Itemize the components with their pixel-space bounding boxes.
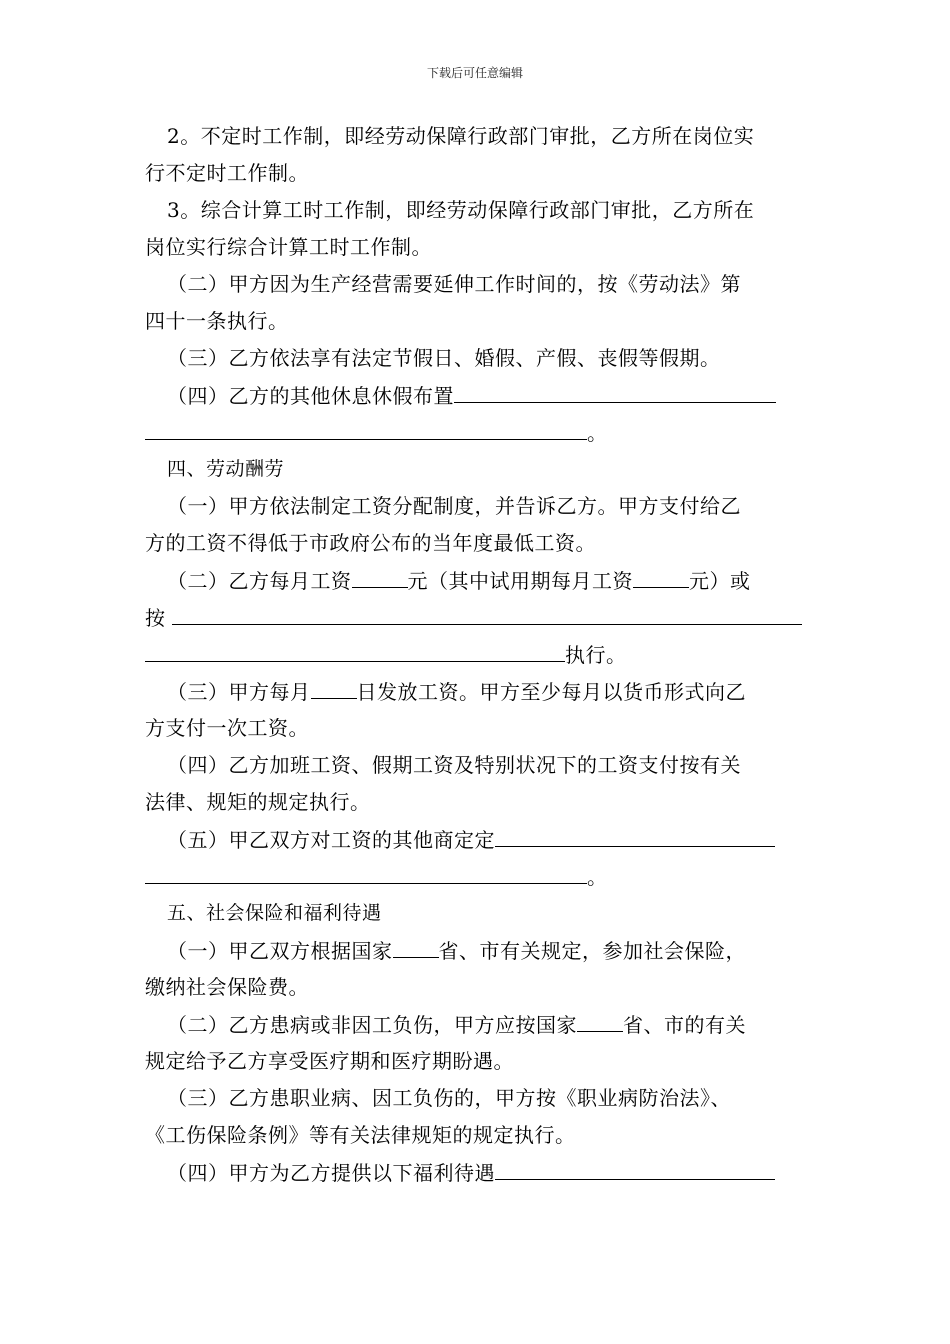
monthly-salary-blank[interactable] bbox=[352, 565, 408, 588]
text-line: （三）乙方患职业病、因工负伤的，甲方按《职业病防治法》、 bbox=[167, 1086, 731, 1110]
text-line: 《工伤保险条例》等有关法律规矩的规定执行。 bbox=[145, 1123, 576, 1147]
page-header-note: 下载后可任意编辑 bbox=[426, 66, 523, 80]
province-blank[interactable] bbox=[393, 935, 439, 958]
text-segment: 。 bbox=[587, 865, 608, 889]
wage-agreement-line bbox=[145, 824, 829, 854]
text-segment: 省、市的有关 bbox=[623, 1013, 746, 1037]
medical-line bbox=[145, 1009, 829, 1039]
text-line: 法律、规矩的规定执行。 bbox=[145, 790, 371, 814]
payday-blank[interactable] bbox=[311, 676, 357, 699]
salary-basis-line bbox=[145, 602, 807, 632]
wage-agreement-blank[interactable] bbox=[495, 824, 775, 847]
text-segment: （一）甲乙双方根据国家 bbox=[167, 939, 393, 963]
rest-arrangement-line bbox=[145, 380, 829, 410]
text-line: 缴纳社会保险费。 bbox=[145, 975, 309, 999]
text-line: （四）乙方加班工资、假期工资及特别状况下的工资支付按有关 bbox=[167, 753, 741, 777]
rest-arrangement-blank-2[interactable] bbox=[145, 417, 587, 440]
text-line: 方的工资不得低于市政府公布的当年度最低工资。 bbox=[145, 531, 596, 555]
rest-arrangement-line-2 bbox=[145, 417, 807, 447]
salary-basis-blank[interactable] bbox=[172, 602, 802, 625]
text-line: 四十一条执行。 bbox=[145, 309, 289, 333]
salary-basis-blank-2[interactable] bbox=[145, 639, 565, 662]
text-segment: 日发放工资。甲方至少每月以货币形式向乙 bbox=[356, 680, 746, 704]
text-segment: 按 bbox=[145, 606, 166, 630]
salary-basis-line-2 bbox=[145, 639, 807, 669]
section-heading: 四、劳动酬劳 bbox=[167, 458, 285, 480]
text-line: 2。不定时工作制，即经劳动保障行政部门审批，乙方所在岗位实 bbox=[167, 124, 755, 148]
text-segment: 。 bbox=[587, 421, 608, 445]
wage-agreement-blank-2[interactable] bbox=[145, 861, 587, 884]
social-insurance-line bbox=[145, 935, 829, 965]
salary-line bbox=[145, 565, 829, 595]
text-segment: （二）乙方患病或非因工负伤，甲方应按国家 bbox=[167, 1013, 577, 1037]
benefits-line bbox=[145, 1157, 829, 1187]
rest-arrangement-blank[interactable] bbox=[454, 380, 776, 403]
payday-line bbox=[145, 676, 829, 706]
section-heading: 五、社会保险和福利待遇 bbox=[167, 902, 382, 924]
text-line: 岗位实行综合计算工时工作制。 bbox=[145, 235, 432, 259]
text-segment: （五）甲乙双方对工资的其他商定定 bbox=[167, 828, 495, 852]
benefits-blank[interactable] bbox=[495, 1157, 775, 1180]
text-line: 规定给予乙方享受医疗期和医疗期盼遇。 bbox=[145, 1049, 514, 1073]
probation-salary-blank[interactable] bbox=[633, 565, 689, 588]
text-line: 行不定时工作制。 bbox=[145, 161, 309, 185]
text-line: （二）甲方因为生产经营需要延伸工作时间的，按《劳动法》第 bbox=[167, 272, 741, 296]
province-blank-2[interactable] bbox=[577, 1009, 623, 1032]
text-segment: 执行。 bbox=[565, 643, 627, 667]
text-segment: 元）或 bbox=[689, 569, 751, 593]
text-line: 方支付一次工资。 bbox=[145, 716, 309, 740]
text-segment: （二）乙方每月工资 bbox=[167, 569, 352, 593]
text-segment: 省、市有关规定，参加社会保险， bbox=[438, 939, 746, 963]
text-line: 3。综合计算工时工作制，即经劳动保障行政部门审批，乙方所在 bbox=[167, 198, 755, 222]
text-line: （三）乙方依法享有法定节假日、婚假、产假、丧假等假期。 bbox=[167, 346, 721, 370]
text-segment: （三）甲方每月 bbox=[167, 680, 311, 704]
text-segment: （四）乙方的其他休息休假布置 bbox=[167, 384, 454, 408]
text-segment: 元（其中试用期每月工资 bbox=[407, 569, 633, 593]
wage-agreement-line-2 bbox=[145, 861, 807, 891]
text-line: （一）甲方依法制定工资分配制度，并告诉乙方。甲方支付给乙 bbox=[167, 494, 741, 518]
text-segment: （四）甲方为乙方提供以下福利待遇 bbox=[167, 1161, 495, 1185]
